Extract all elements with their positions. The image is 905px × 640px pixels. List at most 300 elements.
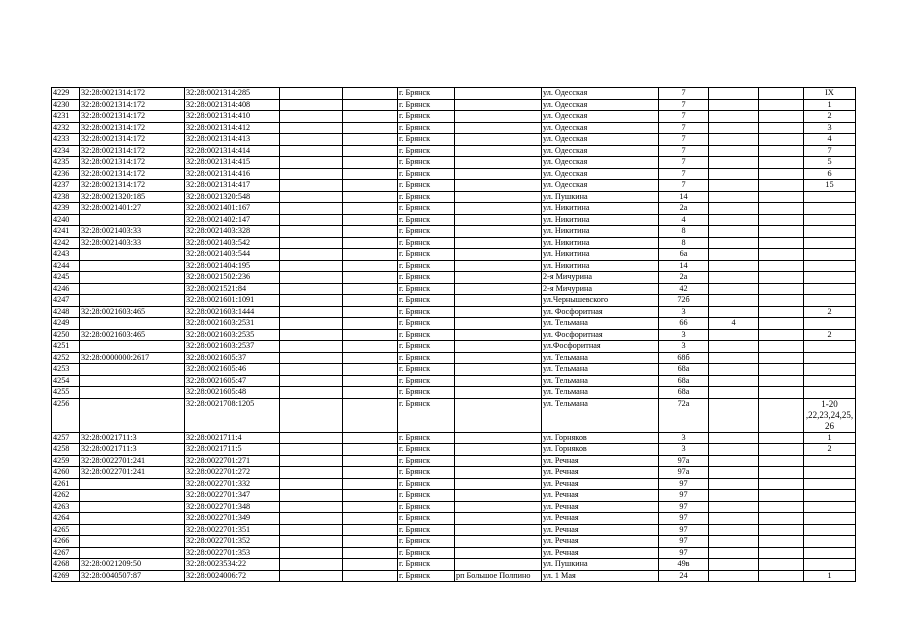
- settlement-cell: [455, 432, 542, 444]
- row-number-cell: 4268: [52, 559, 80, 571]
- row-number-cell: 4242: [52, 237, 80, 249]
- settlement-cell: [455, 283, 542, 295]
- cadastral-number-cell: 32:28:0021521:84: [185, 283, 280, 295]
- row-number-cell: 4249: [52, 318, 80, 330]
- city-cell: г. Брянск: [398, 547, 455, 559]
- apartment-cell: 2: [804, 329, 856, 341]
- empty-col-4-cell: [280, 203, 343, 215]
- street-cell: ул. Тельмана: [542, 398, 659, 432]
- street-cell: ул. Речная: [542, 536, 659, 548]
- street-cell: ул. Пушкина: [542, 191, 659, 203]
- apartment-cell: 1: [804, 99, 856, 111]
- building-cell: [709, 490, 759, 502]
- empty-col-4-cell: [280, 375, 343, 387]
- empty-col-4-cell: [280, 157, 343, 169]
- parent-cadastral-number-cell: 32:28:0000000:2617: [80, 352, 185, 364]
- cadastral-number-cell: 32:28:0021314:416: [185, 168, 280, 180]
- cadastral-number-cell: 32:28:0021605:46: [185, 364, 280, 376]
- empty-col-5-cell: [343, 570, 398, 582]
- street-cell: ул. Одесская: [542, 145, 659, 157]
- empty-col-5-cell: [343, 490, 398, 502]
- table-row: [52, 295, 856, 307]
- row-number-cell: 4257: [52, 432, 80, 444]
- house-number-cell: 7: [659, 168, 709, 180]
- house-number-cell: 7: [659, 88, 709, 100]
- street-cell: ул. Горняков: [542, 444, 659, 456]
- street-cell: ул. Тельмана: [542, 387, 659, 399]
- row-number-cell: 4245: [52, 272, 80, 284]
- apartment-cell: 2: [804, 444, 856, 456]
- parent-cadastral-number-cell: 32:28:0022701:241: [80, 455, 185, 467]
- extra-cell: [759, 570, 804, 582]
- table-row: [52, 111, 856, 123]
- row-number-cell: 4252: [52, 352, 80, 364]
- apartment-cell: [804, 341, 856, 353]
- cadastral-number-cell: 32:28:0021711:5: [185, 444, 280, 456]
- cadastral-number-cell: 32:28:0022701:271: [185, 455, 280, 467]
- settlement-cell: [455, 513, 542, 525]
- empty-col-5-cell: [343, 364, 398, 376]
- apartment-cell: 2: [804, 111, 856, 123]
- table-row: [52, 364, 856, 376]
- settlement-cell: [455, 157, 542, 169]
- street-cell: ул. Тельмана: [542, 318, 659, 330]
- empty-col-5-cell: [343, 214, 398, 226]
- settlement-cell: [455, 237, 542, 249]
- cadastral-number-cell: 32:28:0023534:22: [185, 559, 280, 571]
- street-cell: ул. Пушкина: [542, 559, 659, 571]
- street-cell: ул. Никитина: [542, 237, 659, 249]
- extra-cell: [759, 272, 804, 284]
- settlement-cell: [455, 260, 542, 272]
- row-number-cell: 4267: [52, 547, 80, 559]
- house-number-cell: 68а: [659, 364, 709, 376]
- city-cell: г. Брянск: [398, 145, 455, 157]
- city-cell: г. Брянск: [398, 352, 455, 364]
- table-row: [52, 547, 856, 559]
- apartment-cell: 4: [804, 134, 856, 146]
- parent-cadastral-number-cell: [80, 375, 185, 387]
- city-cell: г. Брянск: [398, 398, 455, 432]
- city-cell: г. Брянск: [398, 387, 455, 399]
- table-row: [52, 214, 856, 226]
- apartment-cell: [804, 214, 856, 226]
- cadastral-number-cell: 32:28:0021314:410: [185, 111, 280, 123]
- parent-cadastral-number-cell: 32:28:0021603:465: [80, 306, 185, 318]
- extra-cell: [759, 168, 804, 180]
- city-cell: г. Брянск: [398, 559, 455, 571]
- extra-cell: [759, 260, 804, 272]
- building-cell: [709, 88, 759, 100]
- cadastral-number-cell: 32:28:0022701:332: [185, 478, 280, 490]
- house-number-cell: 42: [659, 283, 709, 295]
- apartment-cell: 7: [804, 145, 856, 157]
- settlement-cell: [455, 478, 542, 490]
- extra-cell: [759, 536, 804, 548]
- apartment-cell: [804, 272, 856, 284]
- house-number-cell: 97: [659, 524, 709, 536]
- apartment-cell: 5: [804, 157, 856, 169]
- extra-cell: [759, 191, 804, 203]
- building-cell: [709, 214, 759, 226]
- cadastral-number-cell: 32:28:0022701:348: [185, 501, 280, 513]
- empty-col-5-cell: [343, 375, 398, 387]
- settlement-cell: [455, 455, 542, 467]
- row-number-cell: 4233: [52, 134, 80, 146]
- city-cell: г. Брянск: [398, 501, 455, 513]
- empty-col-5-cell: [343, 432, 398, 444]
- extra-cell: [759, 214, 804, 226]
- registry-table: [51, 87, 856, 582]
- parent-cadastral-number-cell: 32:28:0021403:33: [80, 237, 185, 249]
- settlement-cell: [455, 559, 542, 571]
- house-number-cell: 8: [659, 237, 709, 249]
- parent-cadastral-number-cell: 32:28:0021711:3: [80, 432, 185, 444]
- cadastral-number-cell: 32:28:0021314:415: [185, 157, 280, 169]
- parent-cadastral-number-cell: 32:28:0021314:172: [80, 145, 185, 157]
- street-cell: ул. Никитина: [542, 226, 659, 238]
- table-row: [52, 513, 856, 525]
- cadastral-number-cell: 32:28:0022701:272: [185, 467, 280, 479]
- empty-col-4-cell: [280, 134, 343, 146]
- apartment-cell: 15: [804, 180, 856, 192]
- row-number-cell: 4235: [52, 157, 80, 169]
- empty-col-5-cell: [343, 260, 398, 272]
- parent-cadastral-number-cell: [80, 501, 185, 513]
- row-number-cell: 4261: [52, 478, 80, 490]
- building-cell: [709, 134, 759, 146]
- cadastral-number-cell: 32:28:0021605:37: [185, 352, 280, 364]
- cadastral-number-cell: 32:28:0021603:2531: [185, 318, 280, 330]
- city-cell: г. Брянск: [398, 444, 455, 456]
- extra-cell: [759, 88, 804, 100]
- extra-cell: [759, 99, 804, 111]
- settlement-cell: рп Большое Полпино: [455, 570, 542, 582]
- street-cell: ул. Фосфоритная: [542, 306, 659, 318]
- settlement-cell: [455, 536, 542, 548]
- extra-cell: [759, 478, 804, 490]
- empty-col-4-cell: [280, 467, 343, 479]
- building-cell: [709, 226, 759, 238]
- cadastral-number-cell: 32:28:0024006:72: [185, 570, 280, 582]
- building-cell: [709, 501, 759, 513]
- cadastral-number-cell: 32:28:0021601:1091: [185, 295, 280, 307]
- settlement-cell: [455, 501, 542, 513]
- building-cell: [709, 249, 759, 261]
- building-cell: [709, 180, 759, 192]
- parent-cadastral-number-cell: 32:28:0021314:172: [80, 157, 185, 169]
- empty-col-5-cell: [343, 318, 398, 330]
- table-row: [52, 122, 856, 134]
- apartment-cell: [804, 547, 856, 559]
- street-cell: ул. Никитина: [542, 203, 659, 215]
- row-number-cell: 4231: [52, 111, 80, 123]
- settlement-cell: [455, 306, 542, 318]
- street-cell: ул. Одесская: [542, 122, 659, 134]
- row-number-cell: 4256: [52, 398, 80, 432]
- empty-col-4-cell: [280, 191, 343, 203]
- settlement-cell: [455, 364, 542, 376]
- parent-cadastral-number-cell: 32:28:0021711:3: [80, 444, 185, 456]
- empty-col-5-cell: [343, 237, 398, 249]
- parent-cadastral-number-cell: [80, 536, 185, 548]
- cadastral-number-cell: 32:28:0021402:147: [185, 214, 280, 226]
- street-cell: ул. Речная: [542, 501, 659, 513]
- cadastral-number-cell: 32:28:0022701:349: [185, 513, 280, 525]
- apartment-cell: 1: [804, 432, 856, 444]
- extra-cell: [759, 398, 804, 432]
- row-number-cell: 4246: [52, 283, 80, 295]
- house-number-cell: 97: [659, 490, 709, 502]
- city-cell: г. Брянск: [398, 536, 455, 548]
- house-number-cell: 4: [659, 214, 709, 226]
- house-number-cell: 68а: [659, 387, 709, 399]
- house-number-cell: 97: [659, 501, 709, 513]
- empty-col-4-cell: [280, 272, 343, 284]
- apartment-cell: 3: [804, 122, 856, 134]
- empty-col-4-cell: [280, 226, 343, 238]
- city-cell: г. Брянск: [398, 375, 455, 387]
- city-cell: г. Брянск: [398, 134, 455, 146]
- apartment-cell: [804, 249, 856, 261]
- house-number-cell: 97: [659, 478, 709, 490]
- city-cell: г. Брянск: [398, 180, 455, 192]
- apartment-cell: [804, 226, 856, 238]
- city-cell: г. Брянск: [398, 122, 455, 134]
- empty-col-5-cell: [343, 444, 398, 456]
- building-cell: [709, 341, 759, 353]
- empty-col-5-cell: [343, 501, 398, 513]
- house-number-cell: 49в: [659, 559, 709, 571]
- empty-col-4-cell: [280, 237, 343, 249]
- settlement-cell: [455, 191, 542, 203]
- empty-col-5-cell: [343, 306, 398, 318]
- apartment-cell: [804, 478, 856, 490]
- parent-cadastral-number-cell: 32:28:0021314:172: [80, 99, 185, 111]
- cadastral-number-cell: 32:28:0021314:412: [185, 122, 280, 134]
- house-number-cell: 7: [659, 134, 709, 146]
- settlement-cell: [455, 180, 542, 192]
- cadastral-number-cell: 32:28:0022701:351: [185, 524, 280, 536]
- cadastral-number-cell: 32:28:0021403:328: [185, 226, 280, 238]
- cadastral-number-cell: 32:28:0021603:1444: [185, 306, 280, 318]
- empty-col-4-cell: [280, 524, 343, 536]
- empty-col-5-cell: [343, 145, 398, 157]
- city-cell: г. Брянск: [398, 318, 455, 330]
- building-cell: [709, 455, 759, 467]
- row-number-cell: 4238: [52, 191, 80, 203]
- parent-cadastral-number-cell: [80, 283, 185, 295]
- empty-col-5-cell: [343, 168, 398, 180]
- building-cell: [709, 375, 759, 387]
- cadastral-number-cell: 32:28:0021320:548: [185, 191, 280, 203]
- house-number-cell: 97: [659, 513, 709, 525]
- house-number-cell: 7: [659, 111, 709, 123]
- house-number-cell: 3: [659, 444, 709, 456]
- table-row: [52, 432, 856, 444]
- extra-cell: [759, 524, 804, 536]
- apartment-cell: [804, 283, 856, 295]
- empty-col-5-cell: [343, 272, 398, 284]
- cadastral-number-cell: 32:28:0021605:47: [185, 375, 280, 387]
- city-cell: г. Брянск: [398, 191, 455, 203]
- row-number-cell: 4255: [52, 387, 80, 399]
- apartment-cell: [804, 318, 856, 330]
- empty-col-4-cell: [280, 341, 343, 353]
- extra-cell: [759, 318, 804, 330]
- empty-col-4-cell: [280, 513, 343, 525]
- apartment-cell: [804, 260, 856, 272]
- settlement-cell: [455, 168, 542, 180]
- row-number-cell: 4241: [52, 226, 80, 238]
- extra-cell: [759, 387, 804, 399]
- house-number-cell: 3: [659, 341, 709, 353]
- settlement-cell: [455, 99, 542, 111]
- city-cell: г. Брянск: [398, 226, 455, 238]
- street-cell: ул. Одесская: [542, 99, 659, 111]
- parent-cadastral-number-cell: [80, 260, 185, 272]
- parent-cadastral-number-cell: 32:28:0021209:50: [80, 559, 185, 571]
- empty-col-5-cell: [343, 99, 398, 111]
- cadastral-number-cell: 32:28:0021605:48: [185, 387, 280, 399]
- extra-cell: [759, 375, 804, 387]
- empty-col-5-cell: [343, 111, 398, 123]
- settlement-cell: [455, 226, 542, 238]
- empty-col-4-cell: [280, 180, 343, 192]
- city-cell: г. Брянск: [398, 283, 455, 295]
- table-row: [52, 398, 856, 432]
- apartment-cell: 1-20 ,22,23,24,25, 26: [804, 398, 856, 432]
- apartment-cell: [804, 237, 856, 249]
- house-number-cell: 72а: [659, 398, 709, 432]
- parent-cadastral-number-cell: 32:28:0021314:172: [80, 111, 185, 123]
- parent-cadastral-number-cell: [80, 478, 185, 490]
- extra-cell: [759, 134, 804, 146]
- empty-col-4-cell: [280, 260, 343, 272]
- city-cell: г. Брянск: [398, 88, 455, 100]
- table-row: [52, 536, 856, 548]
- house-number-cell: 68а: [659, 375, 709, 387]
- house-number-cell: 6а: [659, 249, 709, 261]
- table-row: [52, 272, 856, 284]
- street-cell: ул. Никитина: [542, 249, 659, 261]
- empty-col-5-cell: [343, 352, 398, 364]
- table-row: [52, 570, 856, 582]
- apartment-cell: 2: [804, 306, 856, 318]
- city-cell: г. Брянск: [398, 524, 455, 536]
- building-cell: [709, 364, 759, 376]
- street-cell: 2-я Мичурина: [542, 272, 659, 284]
- parent-cadastral-number-cell: 32:28:0021401:27: [80, 203, 185, 215]
- extra-cell: [759, 283, 804, 295]
- building-cell: [709, 467, 759, 479]
- empty-col-4-cell: [280, 145, 343, 157]
- building-cell: [709, 168, 759, 180]
- street-cell: ул. Одесская: [542, 111, 659, 123]
- row-number-cell: 4260: [52, 467, 80, 479]
- extra-cell: [759, 122, 804, 134]
- table-row: [52, 387, 856, 399]
- house-number-cell: 14: [659, 260, 709, 272]
- building-cell: [709, 122, 759, 134]
- settlement-cell: [455, 547, 542, 559]
- parent-cadastral-number-cell: [80, 547, 185, 559]
- empty-col-5-cell: [343, 122, 398, 134]
- cadastral-number-cell: 32:28:0022701:353: [185, 547, 280, 559]
- house-number-cell: 72б: [659, 295, 709, 307]
- city-cell: г. Брянск: [398, 341, 455, 353]
- extra-cell: [759, 145, 804, 157]
- parent-cadastral-number-cell: 32:28:0021314:172: [80, 134, 185, 146]
- extra-cell: [759, 444, 804, 456]
- building-cell: [709, 536, 759, 548]
- empty-col-4-cell: [280, 99, 343, 111]
- empty-col-5-cell: [343, 295, 398, 307]
- house-number-cell: 3: [659, 432, 709, 444]
- parent-cadastral-number-cell: [80, 513, 185, 525]
- row-number-cell: 4263: [52, 501, 80, 513]
- city-cell: г. Брянск: [398, 490, 455, 502]
- settlement-cell: [455, 295, 542, 307]
- apartment-cell: [804, 536, 856, 548]
- row-number-cell: 4254: [52, 375, 80, 387]
- extra-cell: [759, 467, 804, 479]
- extra-cell: [759, 226, 804, 238]
- row-number-cell: 4229: [52, 88, 80, 100]
- house-number-cell: 97а: [659, 467, 709, 479]
- parent-cadastral-number-cell: [80, 214, 185, 226]
- parent-cadastral-number-cell: 32:28:0021314:172: [80, 122, 185, 134]
- street-cell: ул. Фосфоритная: [542, 329, 659, 341]
- house-number-cell: 97: [659, 547, 709, 559]
- parent-cadastral-number-cell: [80, 398, 185, 432]
- row-number-cell: 4243: [52, 249, 80, 261]
- street-cell: 2-я Мичурина: [542, 283, 659, 295]
- empty-col-4-cell: [280, 318, 343, 330]
- empty-col-5-cell: [343, 283, 398, 295]
- row-number-cell: 4248: [52, 306, 80, 318]
- parent-cadastral-number-cell: [80, 387, 185, 399]
- building-cell: [709, 145, 759, 157]
- house-number-cell: 7: [659, 145, 709, 157]
- table-row: [52, 157, 856, 169]
- empty-col-5-cell: [343, 513, 398, 525]
- house-number-cell: 97а: [659, 455, 709, 467]
- building-cell: [709, 559, 759, 571]
- city-cell: г. Брянск: [398, 455, 455, 467]
- settlement-cell: [455, 272, 542, 284]
- empty-col-4-cell: [280, 306, 343, 318]
- table-row: [52, 559, 856, 571]
- table-row: [52, 203, 856, 215]
- city-cell: г. Брянск: [398, 237, 455, 249]
- empty-col-5-cell: [343, 329, 398, 341]
- table-row: [52, 249, 856, 261]
- settlement-cell: [455, 88, 542, 100]
- empty-col-4-cell: [280, 547, 343, 559]
- row-number-cell: 4247: [52, 295, 80, 307]
- table-row: [52, 501, 856, 513]
- extra-cell: [759, 111, 804, 123]
- cadastral-number-cell: 32:28:0021502:236: [185, 272, 280, 284]
- empty-col-4-cell: [280, 490, 343, 502]
- house-number-cell: 14: [659, 191, 709, 203]
- empty-col-5-cell: [343, 226, 398, 238]
- extra-cell: [759, 249, 804, 261]
- settlement-cell: [455, 341, 542, 353]
- settlement-cell: [455, 249, 542, 261]
- settlement-cell: [455, 145, 542, 157]
